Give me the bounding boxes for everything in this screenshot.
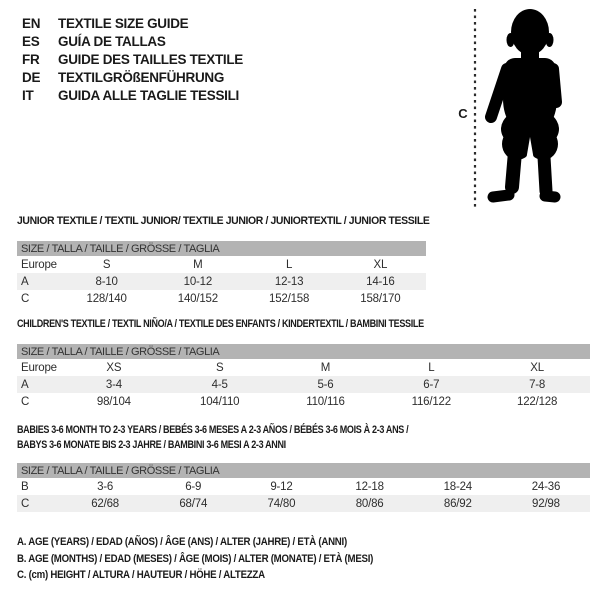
babies-section-title-line2: BABYS 3-6 MONATE BIS 2-3 JAHRE / BAMBINI 3-6 MESI A 2-3 ANNI	[17, 439, 286, 451]
junior-section-title: JUNIOR TEXTILE / TEXTIL JUNIOR/ TEXTILE JUNIOR / JUNIORTEXTIL / JUNIOR TESSILE	[17, 215, 430, 227]
row-label: A	[21, 275, 29, 288]
height-measure-line	[472, 9, 478, 207]
lang-label: GUIDA ALLE TAGLIE TESSILI	[58, 87, 239, 103]
age-cell: 14-16	[366, 275, 395, 288]
size-cell: XS	[106, 361, 122, 374]
height-measure-label: C	[458, 106, 468, 121]
babies-size-table	[17, 463, 590, 512]
age-cell: 9-12	[270, 480, 293, 493]
footnote-age-months: B. AGE (MONTHS) / EDAD (MESES) / ÂGE (MOIS) / ALTER (MONATE) / ETÀ (MESI)	[17, 552, 374, 565]
lang-code: FR	[22, 51, 40, 67]
footnote-age-years: A. AGE (YEARS) / EDAD (AÑOS) / ÂGE (ANS) / ALTER (JAHRE) / ETÀ (ANNI)	[17, 536, 347, 549]
junior-size-table	[17, 241, 426, 307]
lang-label: TEXTILGRÖßENFÜHRUNG	[58, 69, 225, 85]
age-cell: 3-4	[105, 378, 122, 391]
table-row-height	[17, 495, 590, 512]
lang-code: IT	[22, 87, 34, 103]
table-row-age	[17, 273, 426, 290]
size-cell: XL	[373, 258, 388, 271]
size-cell: L	[428, 361, 435, 374]
table-row-age	[17, 376, 590, 393]
table-row-age-months	[17, 478, 590, 495]
children-section-title: CHILDREN'S TEXTILE / TEXTIL NIÑO/A / TEXTILE DES ENFANTS / KINDERTEXTIL / BAMBINI TESSILE	[17, 318, 424, 330]
age-cell: 4-5	[211, 378, 228, 391]
table-row-height	[17, 393, 590, 410]
row-label: Europe	[21, 258, 57, 271]
size-cell: M	[320, 361, 331, 374]
size-cell: L	[286, 258, 293, 271]
size-cell: S	[215, 361, 224, 374]
lang-row-en	[22, 14, 243, 32]
row-label: B	[21, 480, 29, 493]
row-label: C	[21, 497, 30, 510]
age-cell: 12-13	[274, 275, 304, 288]
legend-footnotes	[17, 534, 422, 584]
height-cell: 62/68	[91, 497, 119, 510]
size-header-bar: SIZE / TALLA / TAILLE / GRÖSSE / TAGLIA	[17, 344, 590, 359]
lang-code: EN	[22, 15, 41, 31]
height-cell: 122/128	[517, 395, 558, 408]
height-cell: 92/98	[532, 497, 560, 510]
size-cell: S	[102, 258, 111, 271]
size-cell: XL	[530, 361, 544, 374]
size-cell: M	[193, 258, 203, 271]
size-header-bar: SIZE / TALLA / TAILLE / GRÖSSE / TAGLIA	[17, 241, 426, 256]
table-row-europe	[17, 359, 590, 376]
row-label: C	[21, 395, 30, 408]
age-cell: 5-6	[317, 378, 334, 391]
row-label: A	[21, 378, 29, 391]
age-cell: 7-8	[529, 378, 546, 391]
age-cell: 6-7	[423, 378, 440, 391]
footnote-height: C. (cm) HEIGHT / ALTURA / HAUTEUR / HÖHE / ALTEZZA	[17, 569, 265, 582]
row-label: Europe	[21, 361, 57, 374]
age-cell: 6-9	[185, 480, 202, 493]
age-cell: 12-18	[355, 480, 384, 493]
age-cell: 18-24	[443, 480, 472, 493]
babies-section-title-line1: BABIES 3-6 MONTH TO 2-3 YEARS / BEBÉS 3-6 MESES A 2-3 AÑOS / BÉBÉS 3-6 MOIS À 2-3 ANS /	[17, 424, 409, 436]
height-cell: 86/92	[443, 497, 472, 510]
height-cell: 74/80	[267, 497, 296, 510]
size-header-bar: SIZE / TALLA / TAILLE / GRÖSSE / TAGLIA	[17, 463, 590, 478]
height-cell: 104/110	[200, 395, 240, 408]
lang-row-it	[22, 86, 243, 104]
age-cell: 10-12	[183, 275, 213, 288]
height-cell: 110/116	[306, 395, 345, 408]
lang-code: DE	[22, 69, 41, 85]
lang-code: ES	[22, 33, 40, 49]
height-cell: 98/104	[96, 395, 131, 408]
baby-silhouette-icon	[483, 7, 575, 207]
age-cell: 3-6	[97, 480, 114, 493]
height-cell: 140/152	[177, 292, 218, 305]
row-label: C	[21, 292, 30, 305]
height-cell: 80/86	[355, 497, 384, 510]
table-row-height	[17, 290, 426, 307]
height-cell: 158/170	[360, 292, 401, 305]
lang-label: TEXTILE SIZE GUIDE	[58, 15, 189, 31]
height-cell: 152/158	[269, 292, 310, 305]
height-cell: 128/140	[86, 292, 127, 305]
age-cell: 8-10	[95, 275, 118, 288]
lang-label: GUÍA DE TALLAS	[58, 33, 166, 49]
lang-row-fr	[22, 50, 243, 68]
lang-label: GUIDE DES TAILLES TEXTILE	[58, 51, 244, 67]
language-header	[22, 14, 243, 104]
lang-row-de	[22, 68, 243, 86]
table-row-europe	[17, 256, 426, 273]
age-cell: 24-36	[531, 480, 561, 493]
height-cell: 68/74	[179, 497, 208, 510]
children-size-table	[17, 344, 590, 410]
height-cell: 116/122	[411, 395, 451, 408]
lang-row-es	[22, 32, 243, 50]
